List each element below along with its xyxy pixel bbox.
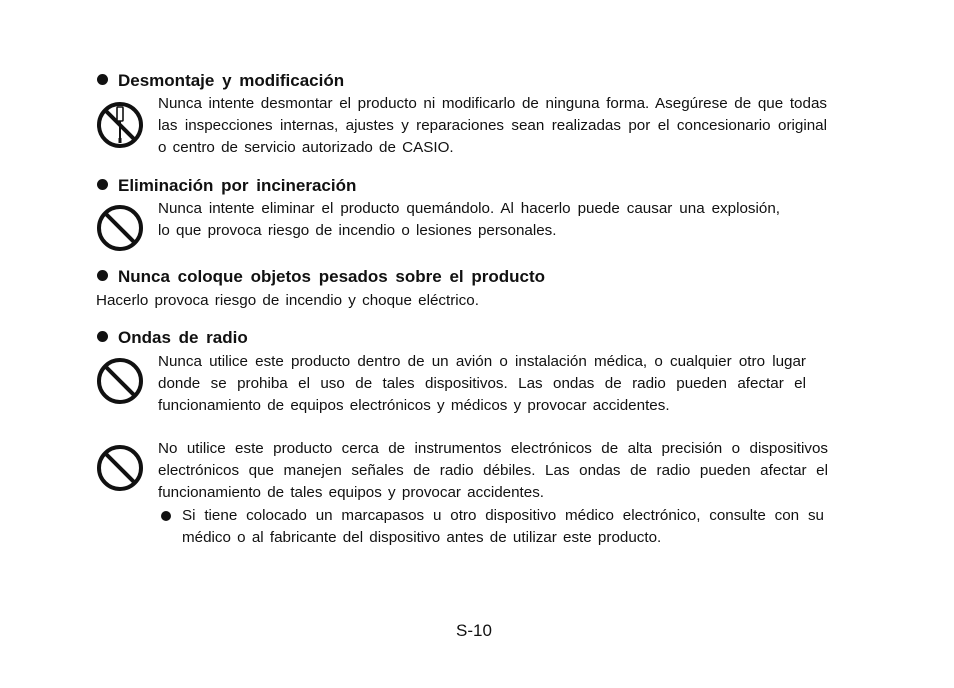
- section-heading-desmontaje: [97, 71, 344, 91]
- marcapasos-bullet-item: [182, 505, 824, 549]
- section-heading-incineracion: [97, 176, 356, 196]
- bullet-icon: [97, 74, 108, 85]
- heading-text: Desmontaje y modificación: [118, 71, 345, 90]
- heading-text: Eliminación por incineración: [118, 176, 357, 195]
- heading-text: Nunca coloque objetos pesados sobre el producto: [118, 267, 546, 286]
- heading-text: Ondas de radio: [118, 328, 248, 347]
- bullet-icon: [97, 179, 108, 190]
- section-heading-ondas-radio: [97, 328, 248, 348]
- bullet-icon: [161, 511, 171, 521]
- section-heading-objetos-pesados: [97, 267, 545, 287]
- section-text-desmontaje: Nunca intente desmontar el producto ni modificarlo de ninguna forma. Asegúrese de que todas las inspecciones internas, ajustes y reparaciones sean realizadas por el concesionario original o centro de servicio autorizado de CASIO.: [158, 95, 827, 156]
- page-number: S-10: [456, 621, 492, 640]
- bullet-text: Si tiene colocado un marcapasos u otro dispositivo médico electrónico, consulte con su médico o al fabricante del dispositivo antes de utilizar este producto.: [182, 507, 824, 546]
- no-disassembly-icon: [96, 101, 144, 149]
- section-text-objetos-pesados: Hacerlo provoca riesgo de incendio y choque eléctrico.: [96, 292, 479, 309]
- bullet-icon: [97, 270, 108, 281]
- prohibition-icon: [96, 357, 144, 405]
- section-text-ondas-radio-2: No utilice este producto cerca de instrumentos electrónicos de alta precisión o dispositivos electrónicos que manejen señales de radio débiles. Las ondas de radio pueden afectar el funcionamiento de tales equipos y provocar accidentes.: [158, 440, 828, 501]
- section-text-incineracion: Nunca intente eliminar el producto quemándolo. Al hacerlo puede causar una explosión, lo que provoca riesgo de incendio o lesiones personales.: [158, 200, 780, 239]
- bullet-icon: [97, 331, 108, 342]
- section-text-ondas-radio-1: Nunca utilice este producto dentro de un avión o instalación médica, o cualquier otro lugar donde se prohiba el uso de tales dispositivos. Las ondas de radio pueden afectar el funcionamiento de equipos electrónicos y médicos y provocar accidentes.: [158, 353, 806, 414]
- prohibition-icon: [96, 204, 144, 252]
- prohibition-icon: [96, 444, 144, 492]
